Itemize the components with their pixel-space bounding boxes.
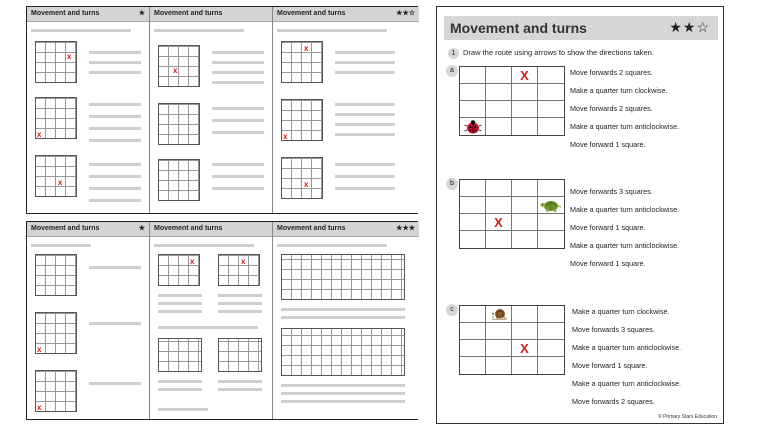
snail-icon bbox=[490, 307, 508, 321]
text-line bbox=[335, 123, 395, 126]
grid-cell[interactable] bbox=[460, 214, 486, 231]
grid-cell[interactable] bbox=[486, 180, 512, 197]
text-line bbox=[281, 316, 405, 319]
grid-cell[interactable] bbox=[460, 84, 486, 101]
text-line bbox=[158, 310, 202, 313]
part-label-c: c bbox=[446, 304, 458, 316]
grid-cell[interactable] bbox=[460, 357, 486, 374]
text-line bbox=[335, 163, 395, 166]
text-line bbox=[212, 61, 264, 64]
question-text: Draw the route using arrows to show the directions taken. bbox=[463, 48, 654, 57]
target-x-mark: X bbox=[520, 67, 529, 83]
copyright-footer: © Primary Stars Education bbox=[658, 414, 717, 420]
mini-grid: x bbox=[35, 370, 77, 412]
grid-cell[interactable] bbox=[460, 340, 486, 357]
text-line bbox=[335, 103, 395, 106]
thumbnail-title: Movement and turns ★ bbox=[27, 7, 149, 22]
grid-cell[interactable] bbox=[460, 180, 486, 197]
text-line bbox=[335, 175, 395, 178]
grid-cell[interactable] bbox=[460, 306, 486, 323]
question-row bbox=[448, 48, 654, 59]
text-line bbox=[212, 163, 264, 166]
instruction-line: Move forward 1 square. bbox=[570, 223, 646, 232]
route-grid-b[interactable] bbox=[459, 179, 565, 249]
text-line bbox=[335, 113, 395, 116]
text-line bbox=[277, 244, 387, 247]
grid-cell[interactable] bbox=[460, 231, 486, 248]
text-line bbox=[89, 51, 141, 54]
grid-cell[interactable] bbox=[538, 180, 564, 197]
grid-cell[interactable] bbox=[512, 118, 538, 135]
text-line bbox=[335, 51, 395, 54]
thumbnail-title: Movement and turns ★★★ bbox=[273, 222, 419, 237]
grid-cell[interactable] bbox=[538, 101, 564, 118]
grid-cell[interactable] bbox=[512, 340, 538, 357]
thumbnail-stars: ★★★ bbox=[396, 225, 415, 232]
instruction-line: Make a quarter turn anticlockwise. bbox=[572, 379, 682, 388]
ladybird-icon bbox=[464, 120, 482, 134]
instruction-line: Make a quarter turn anticlockwise. bbox=[570, 241, 680, 250]
mini-grid: x bbox=[35, 97, 77, 139]
text-line bbox=[335, 71, 395, 74]
instruction-line: Make a quarter turn anticlockwise. bbox=[570, 122, 680, 131]
text-line bbox=[89, 103, 141, 106]
grid-cell[interactable] bbox=[512, 357, 538, 374]
grid-cell[interactable] bbox=[538, 84, 564, 101]
instructions-a bbox=[570, 64, 679, 154]
text-line bbox=[158, 302, 202, 305]
grid-cell[interactable] bbox=[538, 231, 564, 248]
mini-grid: x bbox=[218, 254, 260, 286]
grid-cell[interactable] bbox=[538, 340, 564, 357]
grid-cell[interactable] bbox=[486, 118, 512, 135]
thumbnail-stars: ★ bbox=[138, 225, 145, 232]
text-line bbox=[89, 382, 141, 385]
grid-cell[interactable] bbox=[512, 214, 538, 231]
text-line bbox=[335, 187, 395, 190]
tortoise-icon bbox=[540, 198, 562, 212]
instruction-line: Make a quarter turn anticlockwise. bbox=[570, 205, 680, 214]
grid-cell[interactable] bbox=[486, 357, 512, 374]
instructions-c bbox=[572, 303, 681, 411]
grid-cell[interactable] bbox=[538, 357, 564, 374]
text-line bbox=[335, 61, 395, 64]
grid-cell[interactable] bbox=[512, 101, 538, 118]
target-x-mark: X bbox=[494, 214, 503, 230]
target-x-mark: X bbox=[520, 340, 529, 356]
grid-cell[interactable] bbox=[486, 101, 512, 118]
grid-cell[interactable] bbox=[460, 67, 486, 84]
mini-grid: x bbox=[35, 41, 77, 83]
worksheet-header bbox=[444, 16, 718, 40]
thumbnail-title: Movement and turns bbox=[150, 7, 272, 22]
mini-grid: x bbox=[281, 157, 323, 199]
text-line bbox=[212, 71, 264, 74]
thumbnail-title: Movement and turns bbox=[150, 222, 272, 237]
question-number: 1 bbox=[448, 48, 459, 59]
text-line bbox=[218, 388, 262, 391]
text-line bbox=[158, 326, 258, 329]
instruction-line: Move forwards 2 squares. bbox=[572, 397, 655, 406]
text-line bbox=[158, 380, 202, 383]
text-line bbox=[335, 133, 395, 136]
thumbnail-strip-top bbox=[26, 6, 418, 214]
mini-grid: x bbox=[158, 254, 200, 286]
grid-cell[interactable] bbox=[512, 323, 538, 340]
grid-cell[interactable] bbox=[538, 118, 564, 135]
grid-cell[interactable] bbox=[486, 306, 512, 323]
grid-cell[interactable] bbox=[486, 323, 512, 340]
grid-cell[interactable] bbox=[512, 306, 538, 323]
text-line bbox=[212, 119, 264, 122]
mini-grid bbox=[158, 103, 200, 145]
text-line bbox=[158, 388, 202, 391]
text-line bbox=[218, 310, 262, 313]
text-line bbox=[281, 400, 405, 403]
mini-grid: x bbox=[281, 41, 323, 83]
thumbnail-page[interactable] bbox=[27, 222, 150, 419]
grid-cell[interactable] bbox=[460, 197, 486, 214]
text-line bbox=[212, 81, 264, 84]
route-grid-c[interactable] bbox=[459, 305, 565, 375]
text-line bbox=[89, 199, 141, 202]
mini-grid bbox=[158, 338, 202, 372]
text-line bbox=[281, 384, 405, 387]
grid-cell[interactable] bbox=[512, 67, 538, 84]
instruction-line: Move forwards 3 squares. bbox=[570, 187, 653, 196]
grid-cell[interactable] bbox=[486, 197, 512, 214]
thumbnail-page[interactable] bbox=[150, 222, 273, 419]
mini-grid bbox=[158, 159, 200, 201]
thumbnail-page[interactable] bbox=[273, 7, 419, 213]
mini-grid: x bbox=[35, 155, 77, 197]
grid-cell[interactable] bbox=[460, 323, 486, 340]
grid-cell[interactable] bbox=[486, 84, 512, 101]
grid-cell[interactable] bbox=[486, 340, 512, 357]
text-line bbox=[31, 29, 131, 32]
grid-cell[interactable] bbox=[512, 180, 538, 197]
worksheet-title: Movement and turns bbox=[450, 20, 587, 36]
instruction-line: Move forwards 2 squares. bbox=[570, 104, 653, 113]
instruction-line: Move forward 1 square. bbox=[570, 140, 646, 149]
text-line bbox=[89, 115, 141, 118]
instruction-line: Make a quarter turn anticlockwise. bbox=[572, 343, 682, 352]
instructions-b bbox=[570, 183, 679, 273]
text-line bbox=[281, 392, 405, 395]
instruction-line: Move forwards 3 squares. bbox=[572, 325, 655, 334]
text-line bbox=[281, 308, 405, 311]
thumbnail-page[interactable] bbox=[27, 7, 150, 213]
route-grid-a[interactable] bbox=[459, 66, 565, 136]
grid-cell[interactable] bbox=[512, 231, 538, 248]
mini-grid: x bbox=[35, 312, 77, 354]
thumbnail-page[interactable] bbox=[150, 7, 273, 213]
thumbnail-stars: ★★☆ bbox=[396, 10, 415, 17]
text-line bbox=[158, 408, 208, 411]
text-line bbox=[154, 29, 244, 32]
text-line bbox=[212, 131, 264, 134]
mini-grid: x bbox=[281, 99, 323, 141]
text-line bbox=[89, 266, 141, 269]
text-line bbox=[89, 322, 141, 325]
mini-grid bbox=[281, 328, 405, 376]
difficulty-stars: ★★☆ bbox=[669, 19, 710, 35]
worksheet-page bbox=[436, 6, 724, 424]
text-line bbox=[277, 29, 387, 32]
text-line bbox=[89, 139, 141, 142]
grid-cell[interactable] bbox=[460, 118, 486, 135]
text-line bbox=[218, 294, 262, 297]
text-line bbox=[89, 127, 141, 130]
grid-cell[interactable] bbox=[538, 67, 564, 84]
thumbnail-title: Movement and turns ★★☆ bbox=[273, 7, 419, 22]
part-label-b: b bbox=[446, 178, 458, 190]
thumbnail-strip-bottom bbox=[26, 221, 418, 420]
text-line bbox=[212, 107, 264, 110]
grid-cell[interactable] bbox=[486, 67, 512, 84]
grid-cell[interactable] bbox=[538, 306, 564, 323]
grid-cell[interactable] bbox=[486, 214, 512, 231]
instruction-line: Move forward 1 square. bbox=[570, 259, 646, 268]
text-line bbox=[212, 51, 264, 54]
instruction-line: Make a quarter turn clockwise. bbox=[570, 86, 668, 95]
thumbnail-title: Movement and turns ★ bbox=[27, 222, 149, 237]
thumbnail-stars: ★ bbox=[138, 10, 145, 17]
text-line bbox=[89, 187, 141, 190]
instruction-line: Make a quarter turn clockwise. bbox=[572, 307, 670, 316]
text-line bbox=[89, 163, 141, 166]
text-line bbox=[212, 187, 264, 190]
mini-grid: x bbox=[158, 45, 200, 87]
text-line bbox=[31, 244, 91, 247]
grid-cell[interactable] bbox=[486, 231, 512, 248]
text-line bbox=[218, 302, 262, 305]
grid-cell[interactable] bbox=[538, 197, 564, 214]
grid-cell[interactable] bbox=[460, 101, 486, 118]
grid-cell[interactable] bbox=[538, 214, 564, 231]
text-line bbox=[218, 380, 262, 383]
part-label-a: a bbox=[446, 65, 458, 77]
instruction-line: Move forward 1 square. bbox=[572, 361, 648, 370]
mini-grid bbox=[35, 254, 77, 296]
mini-grid bbox=[218, 338, 262, 372]
text-line bbox=[89, 175, 141, 178]
mini-grid bbox=[281, 254, 405, 300]
thumbnail-page[interactable] bbox=[273, 222, 419, 419]
grid-cell[interactable] bbox=[512, 197, 538, 214]
instruction-line: Move forwards 2 squares. bbox=[570, 68, 653, 77]
text-line bbox=[212, 175, 264, 178]
grid-cell[interactable] bbox=[538, 323, 564, 340]
text-line bbox=[158, 294, 202, 297]
text-line bbox=[154, 244, 254, 247]
grid-cell[interactable] bbox=[512, 84, 538, 101]
text-line bbox=[89, 71, 141, 74]
text-line bbox=[89, 61, 141, 64]
